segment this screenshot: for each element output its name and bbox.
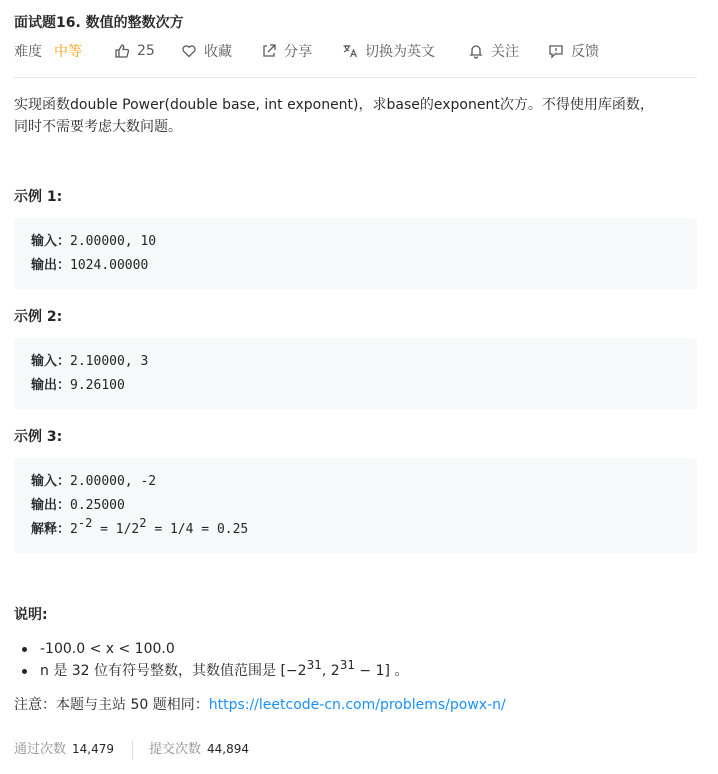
explanation-text: 2: [70, 522, 78, 537]
feedback-button[interactable]: [548, 41, 599, 61]
bell-icon: [468, 43, 484, 59]
input-label: 输入：: [31, 234, 71, 249]
note-superscript: 31: [306, 658, 322, 672]
input-label: 输入：: [31, 354, 71, 369]
stats-divider: [132, 740, 133, 760]
input-value: 2.10000, 3: [70, 354, 149, 369]
list-item: -100.0 < x < 100.0: [40, 638, 408, 660]
switch-language-button[interactable]: [342, 41, 435, 61]
submission-stats: [14, 738, 249, 760]
follow-button[interactable]: [468, 41, 519, 61]
thumbs-up-icon: [114, 43, 130, 59]
example-1-codebox: [14, 218, 697, 289]
explanation-superscript: 2: [139, 516, 147, 530]
output-label: 输出：: [31, 498, 71, 513]
explanation-text: = 1/4 = 0.25: [146, 522, 249, 537]
attention-note: [14, 694, 506, 716]
note-text: n 是 32 位有符号整数，其数值范围是 [−2: [40, 663, 307, 679]
input-label: 输入：: [31, 474, 71, 489]
follow-label: 关注: [491, 44, 519, 60]
output-label: 输出：: [31, 378, 71, 393]
difficulty-label: 难度: [14, 44, 42, 60]
output-value: 9.26100: [70, 378, 125, 393]
example-input: [31, 230, 156, 254]
explanation-label: 解释：: [31, 522, 71, 537]
problem-description: [14, 94, 698, 138]
difficulty: [14, 41, 82, 61]
note-superscript: 31: [339, 658, 355, 672]
share-label: 分享: [284, 44, 312, 60]
example-3-codebox: [14, 458, 697, 553]
like-count: 25: [137, 43, 155, 59]
switch-language-label: 切换为英文: [365, 44, 435, 60]
example-output: [31, 254, 148, 278]
notes-list: [40, 638, 408, 682]
submissions-value: 44,894: [207, 742, 250, 756]
input-value: 2.00000, 10: [70, 234, 157, 249]
note-text: − 1] 。: [354, 663, 409, 679]
example-output: [31, 374, 125, 398]
translate-icon: [342, 43, 358, 59]
explanation-superscript: -2: [77, 516, 93, 530]
example-3-title: 示例 3:: [14, 429, 63, 445]
input-value: 2.00000, -2: [70, 474, 157, 489]
example-2-codebox: [14, 338, 697, 409]
favorite-button[interactable]: [181, 41, 232, 61]
feedback-label: 反馈: [571, 44, 599, 60]
heart-icon: [181, 43, 197, 59]
feedback-icon: [548, 43, 564, 59]
like-button[interactable]: [114, 41, 155, 61]
share-icon: [261, 43, 277, 59]
submissions-label: 提交次数: [149, 742, 202, 757]
example-input: [31, 350, 148, 374]
problem-toolbar: [14, 41, 704, 61]
accepted-label: 通过次数: [14, 742, 67, 757]
output-value: 0.25000: [70, 498, 125, 513]
note-text: , 2: [321, 663, 340, 679]
favorite-label: 收藏: [204, 44, 232, 60]
example-explanation: [31, 518, 248, 542]
example-input: [31, 470, 156, 494]
main-site-problem-link[interactable]: https://leetcode-cn.com/problems/powx-n/: [208, 697, 506, 713]
example-output: [31, 494, 125, 518]
attention-text: 注意：本题与主站 50 题相同：: [14, 697, 209, 713]
difficulty-value: 中等: [54, 44, 82, 60]
problem-title: 面试题16. 数值的整数次方: [14, 15, 184, 31]
description-line: 同时不需要考虑大数问题。: [14, 119, 182, 135]
accepted-value: 14,479: [72, 742, 115, 756]
example-1-title: 示例 1:: [14, 189, 63, 205]
header-divider: [14, 77, 697, 78]
output-label: 输出：: [31, 258, 71, 273]
example-2-title: 示例 2:: [14, 309, 63, 325]
description-line: 实现函数double Power(double base, int exponent)，求base的exponent次方。不得使用库函数，: [14, 97, 654, 113]
output-value: 1024.00000: [70, 258, 149, 273]
list-item: [40, 660, 408, 682]
explanation-text: = 1/2: [92, 522, 140, 537]
share-button[interactable]: [261, 41, 312, 61]
notes-title: 说明:: [14, 607, 48, 623]
